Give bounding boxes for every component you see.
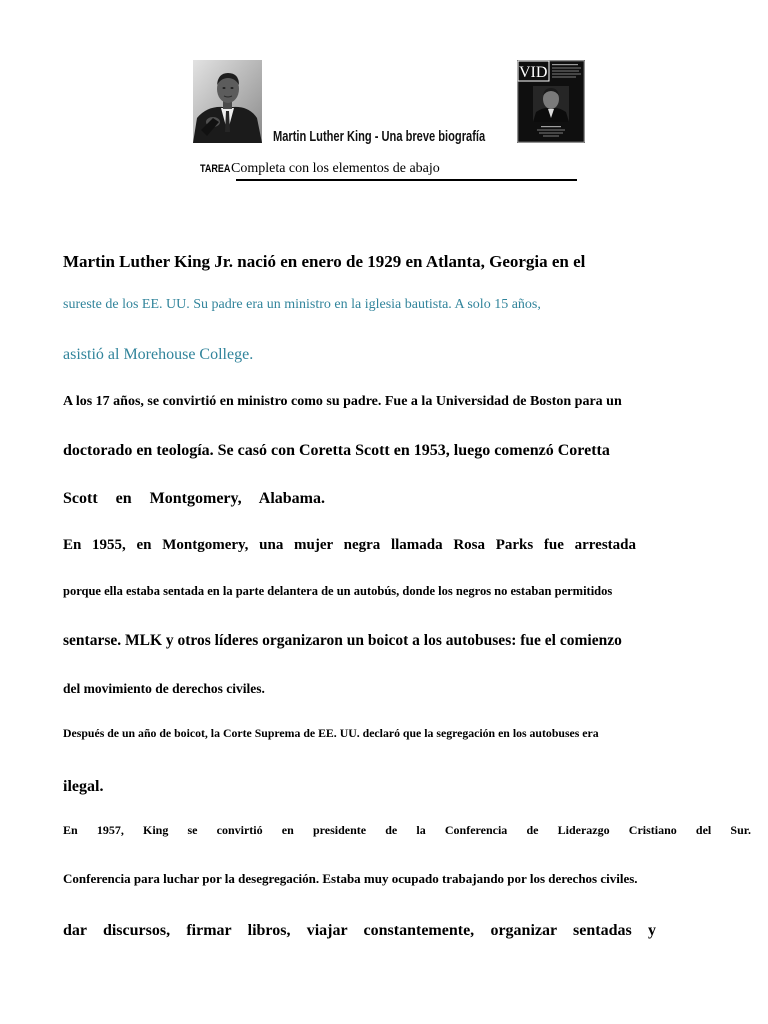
text-line: sentarse. MLK y otros líderes organizaron un boicot a los autobuses: fue el comienzo — [63, 632, 622, 649]
mlk-portrait-photo — [193, 60, 262, 143]
task-label: TAREA — [200, 163, 231, 175]
text-line: Conferencia para luchar por la desegregación. Estaba muy ocupado trabajando por los derechos civiles. — [63, 871, 638, 886]
task-instruction: Completa con los elementos de abajo — [231, 161, 440, 176]
document-title: Martin Luther King - Una breve biografía — [273, 128, 486, 145]
text-line-highlighted: sureste de los EE. UU. Su padre era un ministro en la iglesia bautista. A solo 15 años, — [63, 297, 541, 312]
instruction-underline — [236, 179, 577, 181]
text-line-highlighted: asistió al Morehouse College. — [63, 346, 254, 363]
text-line: doctorado en teología. Se casó con Coretta Scott en 1953, luego comenzó Coretta — [63, 442, 610, 459]
text-line: ilegal. — [63, 778, 104, 795]
text-line: Scott en Montgomery, Alabama. — [63, 490, 325, 507]
text-line: dar discursos, firmar libros, viajar constantemente, organizar sentadas y — [63, 922, 656, 939]
text-line: A los 17 años, se convirtió en ministro como su padre. Fue a la Universidad de Boston para un — [63, 394, 622, 409]
book-cover-image — [517, 60, 585, 143]
text-line: del movimiento de derechos civiles. — [63, 681, 265, 696]
text-line: En 1955, en Montgomery, una mujer negra llamada Rosa Parks fue arrestada — [63, 537, 636, 553]
text-line: porque ella estaba sentada en la parte delantera de un autobús, donde los negros no estaban permitidos — [63, 584, 613, 598]
text-line: Después de un año de boicot, la Corte Suprema de EE. UU. declaró que la segregación en los autobuses era — [63, 726, 599, 740]
text-line: Martin Luther King Jr. nació en enero de 1929 en Atlanta, Georgia en el — [63, 252, 586, 271]
cover-label: VID — [519, 64, 548, 81]
text-line: En 1957, King se convirtió en presidente de la Conferencia de Liderazgo Cristiano del Sur. — [63, 823, 751, 837]
